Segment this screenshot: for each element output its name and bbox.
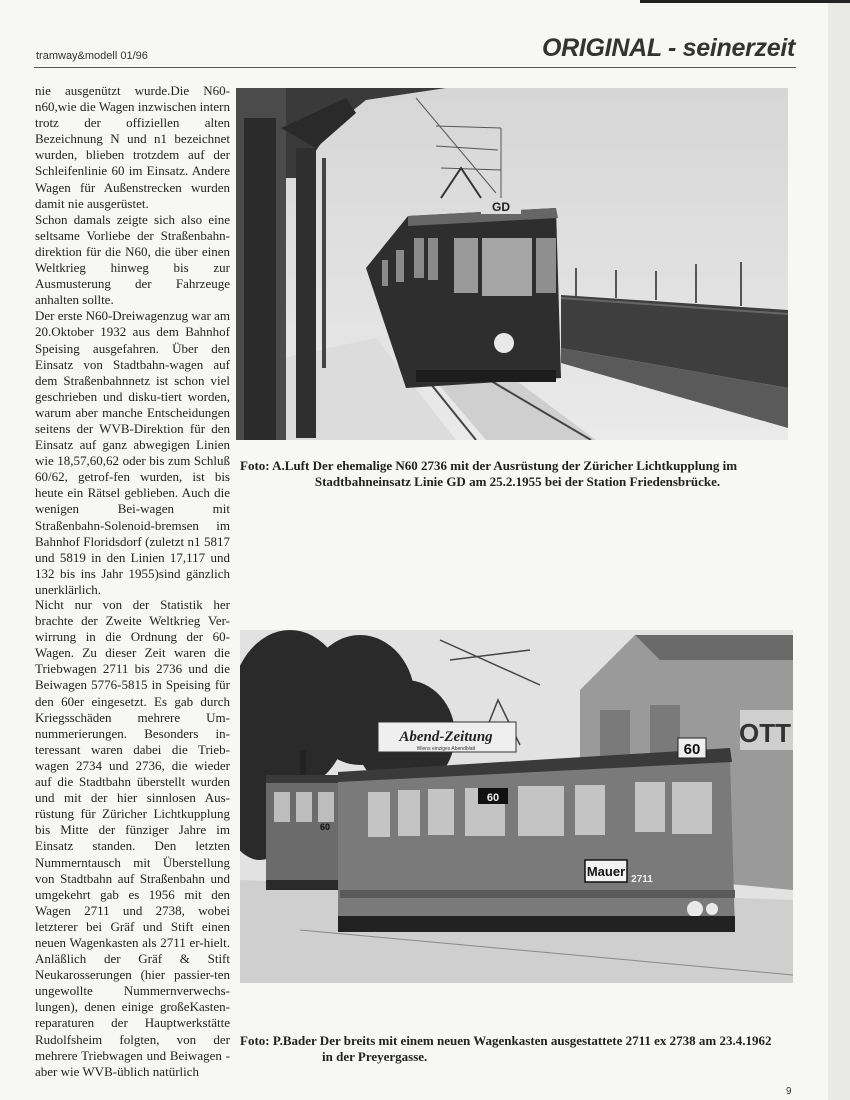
side-route-sign: 60 <box>486 792 500 804</box>
article-column-2 <box>35 597 230 1080</box>
caption-line: in der Preyergasse. <box>322 1049 428 1064</box>
magazine-issue-label: tramway&modell 01/96 <box>36 50 148 62</box>
paragraph: nie ausgenützt wurde.Die N60-n60,wie die Wagen inzwischen intern trotz der offiziellen alten Bezeichnung N und n1 bezeichnet wurden, blieben trotzdem auf der Schleifenlinie 60 im Einsatz. Andere Wagen für Außenstrecken wurden damit nie ausgerüstet. <box>35 83 230 211</box>
route-sign: GD <box>492 200 510 214</box>
destination-sign: Mauer <box>586 864 626 879</box>
page-edge <box>828 0 850 1100</box>
photo-tram-station <box>236 88 788 440</box>
photo1-caption <box>240 458 795 490</box>
photo2-caption <box>240 1033 800 1065</box>
paragraph: Nicht nur von der Statistik her brachte der Zweite Weltkrieg Ver-wirrung in die Ordnung der 60-Wagen. Zu dieser Zeit waren die Triebwagen 2711 bis 2736 und die Beiwagen 5776-5815 in Speising für den 60er eingesetzt. Es gab durch Kriegsschäden mehrere Um-nummerierungen. Besonders in-teressant waren dabei die Trieb-wagen 2734 und 2736, die wieder auf die Stadtbahn überstellt wurden und mit der hier sinnlosen Aus-rüstung für Züricher Lichtkupplung bis Mitte der fünziger Jahre im Einsatz standen. Den letzten Nummerntausch mit Überstellung von Stadtbahn auf Straßenbahn und umgekehrt gab es 1956 mit den Wagen 2711 und 2738, wobei letzterer bei Gräf und Stift einen neuen Wagenkasten als 2711 er-hielt. Anläßlich der Gräf & Stift Neukarosserungen (hier passier-ten ungewollte Nummernverwechs-lungen), denen einige großeKasten-reparaturen der Hauptwerkstätte Rudolfsheim folgten, von der mehrere Triebwagen und Beiwagen - aber wie WVB-üblich natürlich <box>35 597 230 1079</box>
paragraph: Der erste N60-Dreiwagenzug war am 20.Oktober 1932 aus dem Bahnhof Speising ausgefahren. Über den Einsatz von Stadtbahn-wagen auf dem Straßenbahnnetz ist schon viel geschrieben und disku-tiert worden, warum aber manche Entscheidungen seitens der WVB-Direktion für den Einsatz auf ganz abwegigen Linien wie 18,57,60,62 oder bis zum Schluß 60/62, getrof-fen wurden, ist bis heute ein Rätsel geblieben. Auch die wenigen Bei-wagen mit Straßenbahn-Solenoid-bremsen im Bahnhof Floridsdorf (zuletzt n1 5817 und 5819 in den Linien 17,117 und 132 bis ins Jahr 1955)sind gänzlich unerklärlich. <box>35 308 230 597</box>
caption-line: Stadtbahneinsatz Linie GD am 25.2.1955 bei der Station Friedensbrücke. <box>314 474 721 489</box>
fleet-number: 2711 <box>631 874 653 885</box>
section-title: ORIGINAL - seinerzeit <box>541 34 795 62</box>
scan-edge <box>640 0 850 3</box>
page-number: 9 <box>786 1086 792 1097</box>
caption-line: Foto: A.Luft Der ehemalige N60 2736 mit der Ausrüstung der Züricher Lichtkupplung im <box>240 458 738 473</box>
caption-line: Foto: P.Bader Der breits mit einem neuen Wagenkasten ausgestattete 2711 ex 2738 am 23.4.1962 <box>240 1033 772 1048</box>
trailer-route-sign: 60 <box>319 822 331 832</box>
header-rule <box>34 67 796 68</box>
photo-tram-street <box>240 630 793 983</box>
paragraph: Schon damals zeigte sich also eine seltsame Vorliebe der Straßenbahn-direktion für die N60, die über einen Weltkrieg hinweg bis zur Ausmusterung der Fahrzeuge anhalten sollte. <box>35 211 230 308</box>
building-sign: OTT <box>739 718 791 748</box>
ad-text: Abend-Zeitung <box>399 729 493 745</box>
article-column-1 <box>35 83 230 598</box>
route-number-sign: 60 <box>683 741 701 758</box>
ad-subtext: Wiens einziges Abendblatt <box>416 746 476 752</box>
